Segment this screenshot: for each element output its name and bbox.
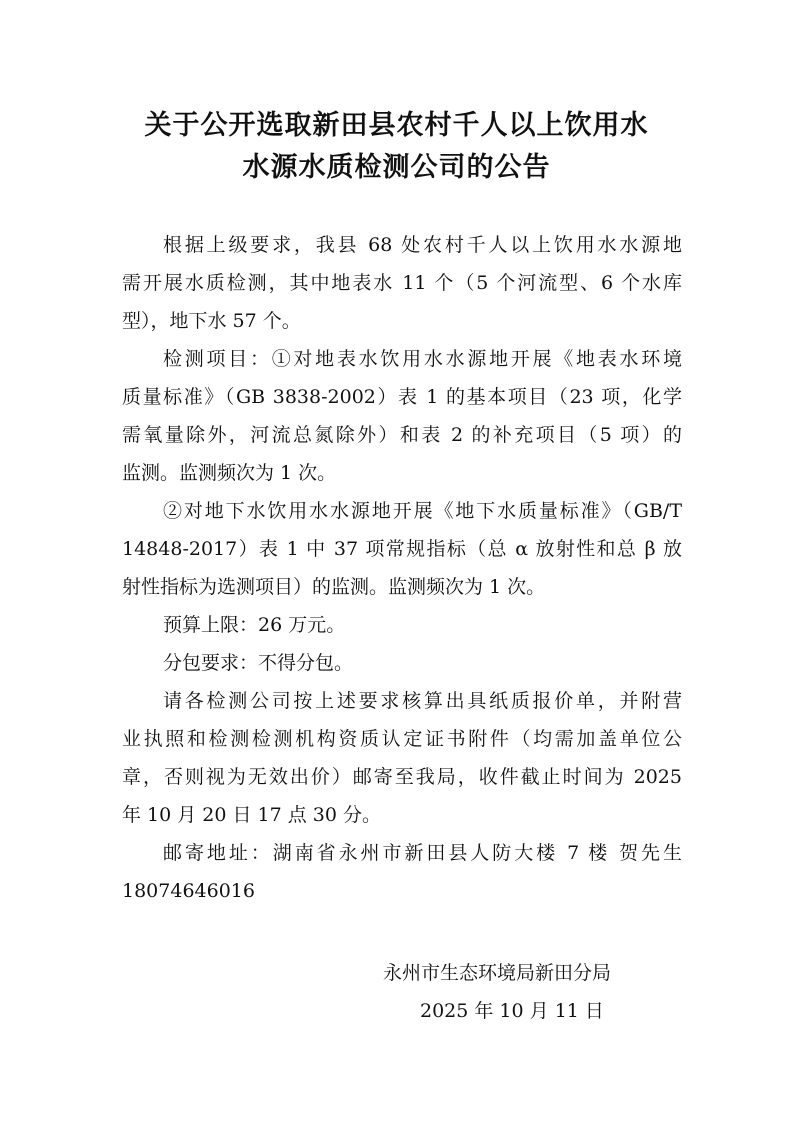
contact-phone: 18074646016 [122,880,255,902]
paragraph-2-line-1: 检测项目：①对地表水饮用水水源地开展《地表水环境 [163,348,682,370]
paragraph-1-line-3: 型），地下水 57 个。 [122,310,301,332]
paragraph-2-line-3: 需氧量除外，河流总氮除外）和表 2 的补充项目（5 项）的 [122,424,682,446]
signature-date: 2025 年 10 月 11 日 [420,1000,604,1022]
paragraph-3-line-3: 射性指标为选测项目）的监测。监测频次为 1 次。 [122,576,546,598]
title-line-1: 关于公开选取新田县农村千人以上饮用水 [144,110,649,141]
paragraph-6-line-2: 业执照和检测检测机构资质认定证书附件（均需加盖单位公 [122,728,682,750]
paragraph-3-line-1: ②对地下水饮用水水源地开展《地下水质量标准》（GB/T [163,500,682,522]
paragraph-6-line-1: 请各检测公司按上述要求核算出具纸质报价单，并附营 [163,690,682,712]
budget-line: 预算上限：26 万元。 [163,614,346,636]
subcontract-line: 分包要求：不得分包。 [163,652,354,674]
paragraph-2-line-2: 质量标准》（GB 3838-2002）表 1 的基本项目（23 项，化学 [122,386,682,408]
mailing-address-line: 邮寄地址：湖南省永州市新田县人防大楼 7 楼 贺先生 [163,842,682,864]
signature-organization: 永州市生态环境局新田分局 [383,962,612,984]
paragraph-6-line-3: 章，否则视为无效出价）邮寄至我局，收件截止时间为 2025 [122,766,682,788]
paragraph-1-line-2: 需开展水质检测，其中地表水 11 个（5 个河流型、6 个水库 [122,272,682,294]
paragraph-1-line-1: 根据上级要求，我县 68 处农村千人以上饮用水水源地 [163,234,682,256]
paragraph-2-line-4: 监测。监测频次为 1 次。 [122,462,337,484]
paragraph-6-line-4: 年 10 月 20 日 17 点 30 分。 [122,804,382,826]
paragraph-3-line-2: 14848-2017）表 1 中 37 项常规指标（总 α 放射性和总 β 放 [122,538,682,560]
title-line-2: 水源水质检测公司的公告 [242,152,551,183]
